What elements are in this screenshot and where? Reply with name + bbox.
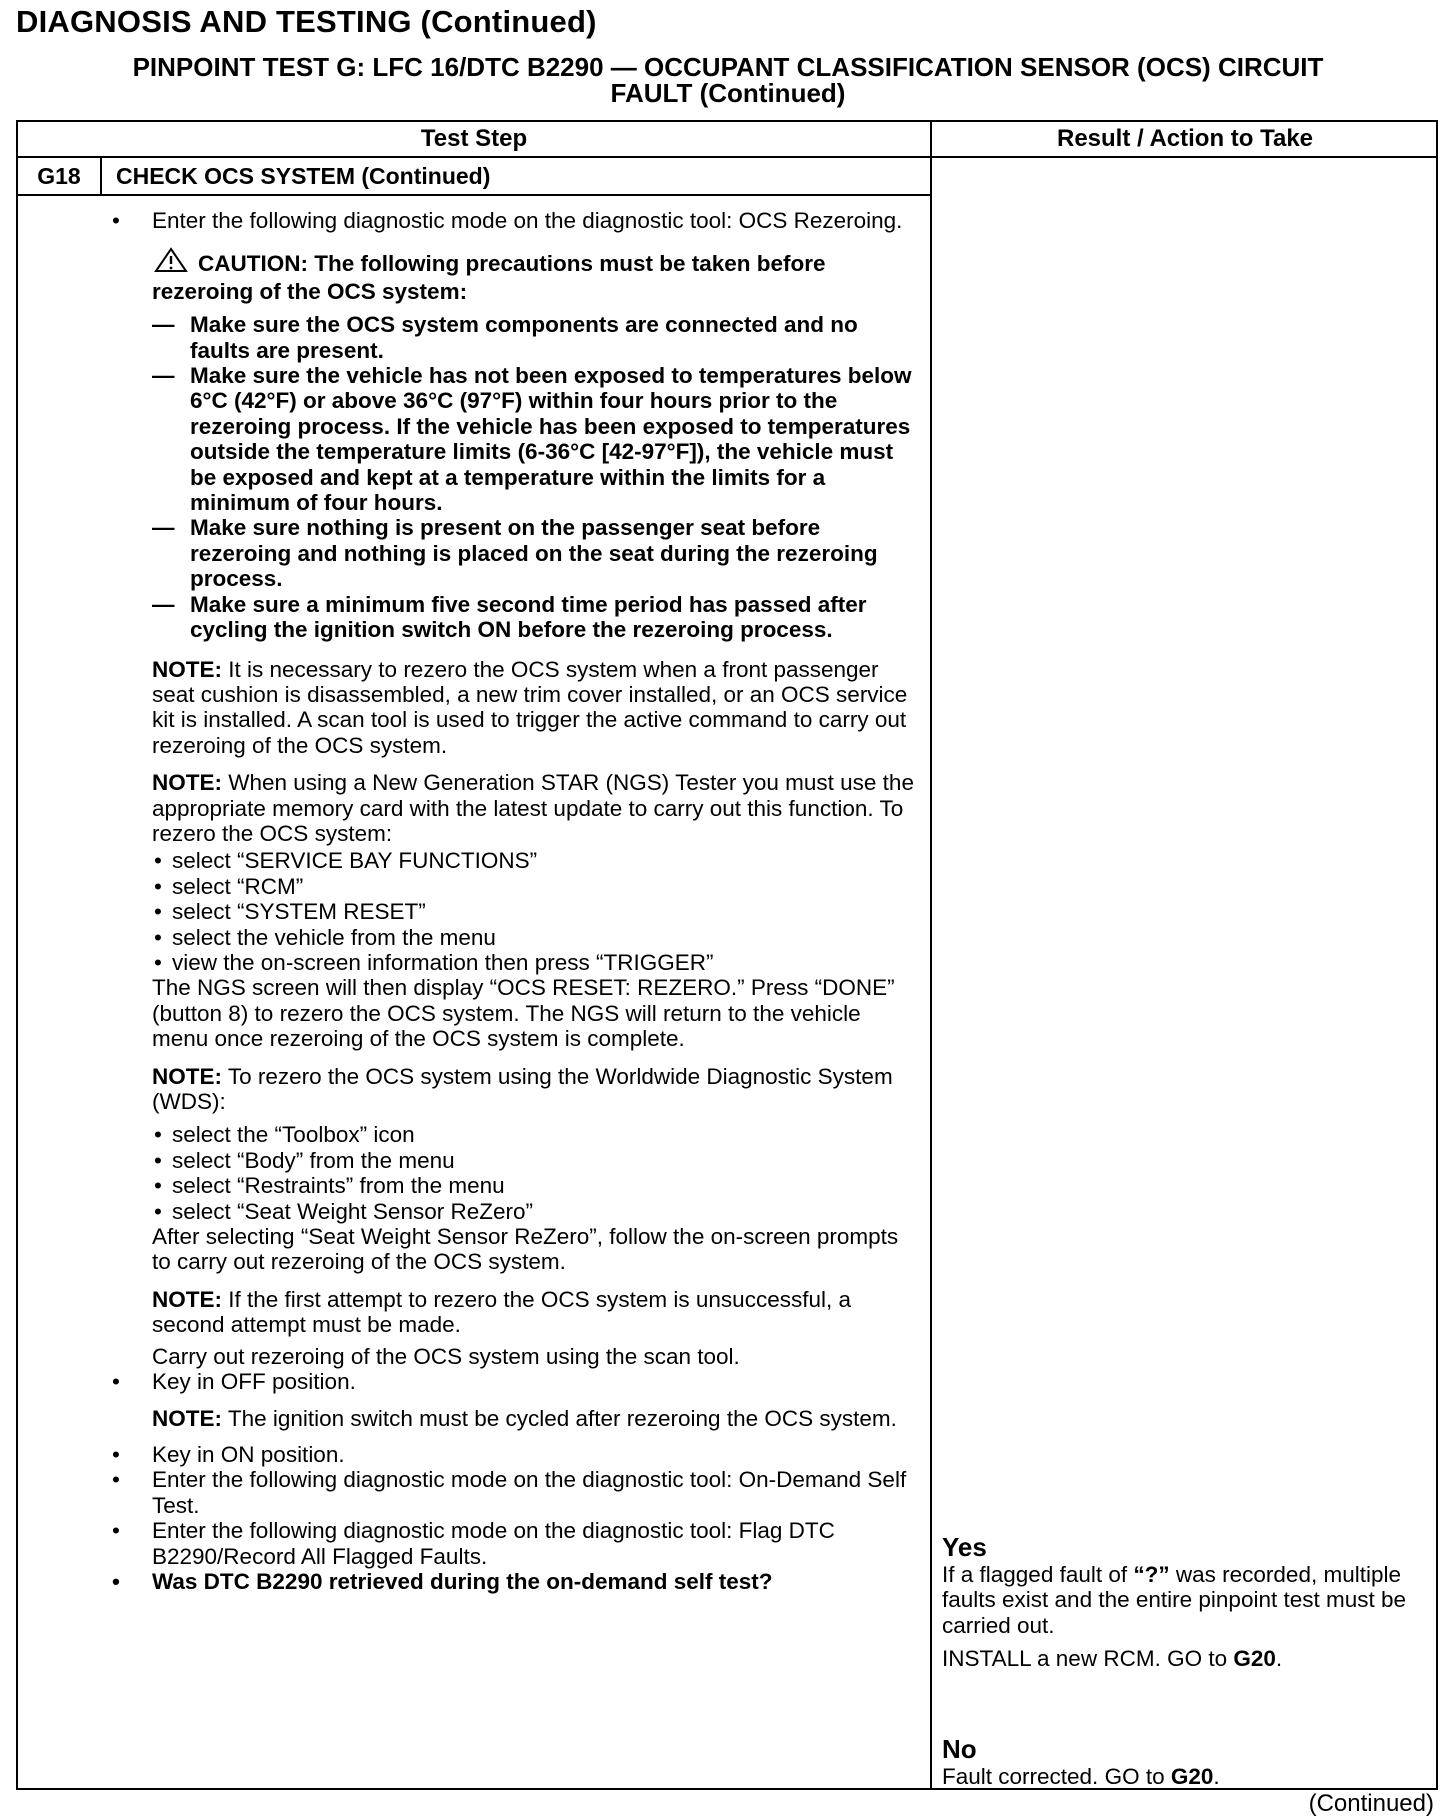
precaution-list [152,312,920,642]
caution-text: CAUTION: The following precautions must be taken before rezeroing of the OCS system: [152,251,826,304]
carry-out-text: Carry out rezeroing of the OCS system using the scan tool. [152,1343,740,1369]
list-item: • select the “Toolbox” icon [152,1122,920,1147]
list-item: • select “Restraints” from the menu [152,1173,920,1198]
test-step-content [100,208,920,1594]
note-text: To rezero the OCS system using the Worldwide Diagnostic System (WDS): [152,1063,893,1114]
step-id: G18 [37,163,81,189]
yes-action [942,1646,1432,1671]
yes-condition [942,1562,1432,1638]
note-label: NOTE: [152,1286,222,1312]
wds-after-text: After selecting “Seat Weight Sensor ReZero”, follow the on-screen prompts to carry out rezeroing of the OCS system. [152,1224,899,1275]
step-bullet: • Key in OFF position. [100,1369,920,1394]
note-paragraph [152,657,920,759]
warning-triangle-icon [154,247,188,278]
step-id-divider [100,156,102,195]
list-item: • select the vehicle from the menu [152,925,920,950]
ngs-after-text: The NGS screen will then display “OCS RESET: REZERO.” Press “DONE” (button 8) to rezero the OCS system. The NGS will return to the vehicle menu once rezeroing of the OCS system is complete. [152,975,895,1052]
note-paragraph [152,1406,920,1431]
yes-condition-text: was recorded, multiple faults exist and the entire pinpoint test must be carried out. [942,1562,1407,1638]
list-item: • select “SERVICE BAY FUNCTIONS” [152,848,920,873]
note-text: It is necessary to rezero the OCS system when a front passenger seat cushion is disassembled, a new trim cover installed, or an OCS service kit is installed. A scan tool is used to trigger the active command to carry out rezeroing of the OCS system. [152,656,908,758]
note-label: NOTE: [152,656,222,682]
step-bullet: • Enter the following diagnostic mode on the diagnostic tool: OCS Rezeroing. [100,208,920,233]
note-text: When using a New Generation STAR (NGS) Tester you must use the appropriate memory card with the latest update to carry out this function. To rezero the OCS system: [152,770,914,846]
goto-step-link: G20 [1233,1646,1276,1672]
no-label: No [942,1734,977,1764]
goto-step-link: G20 [1170,1764,1214,1789]
precaution-item: — Make sure a minimum five second time period has passed after cycling the ignition switch ON before the rezeroing process. [152,592,920,643]
note-label: NOTE: [152,1406,222,1432]
step-bullet: • Enter the following diagnostic mode on the diagnostic tool: Flag DTC B2290/Record All Flagged Faults. [100,1518,920,1569]
test-title-line1: PINPOINT TEST G: LFC 16/DTC B2290 — OCCUPANT CLASSIFICATION SENSOR (OCS) CIRCUIT [132,52,1324,82]
column-header-result: Result / Action to Take [1056,125,1314,152]
test-title [0,54,1456,106]
precaution-item: — Make sure the OCS system components are connected and no faults are present. [152,312,920,363]
flag-symbol: “?” [1133,1562,1170,1587]
test-title-line2: FAULT (Continued) [610,78,846,108]
note-label: NOTE: [152,770,222,796]
list-item: • select “RCM” [152,874,920,899]
list-item: • select “Body” from the menu [152,1148,920,1173]
note-text: If the first attempt to rezero the OCS system is unsuccessful, a second attempt must be made. [152,1286,851,1338]
step-bullet: • Key in ON position. [100,1442,920,1467]
yes-action-text: INSTALL a new RCM. GO to [942,1646,1234,1672]
note-paragraph [152,1287,920,1338]
step-bullet: • Enter the following diagnostic mode on the diagnostic tool: On-Demand Self Test. [100,1467,920,1518]
no-action-text: Fault corrected. GO to [942,1764,1171,1789]
continued-label: (Continued) [1308,1790,1434,1817]
list-item: • select “Seat Weight Sensor ReZero” [152,1199,920,1224]
list-item: • select “SYSTEM RESET” [152,899,920,924]
ngs-steps-list [152,848,920,975]
yes-condition-text: If a flagged fault of [942,1562,1134,1587]
wds-steps-list [152,1122,920,1224]
step-title: CHECK OCS SYSTEM (Continued) [116,163,491,189]
step-title-divider [16,194,931,196]
precaution-item: — Make sure nothing is present on the passenger seat before rezeroing and nothing is placed on the seat during the rezeroing process. [152,515,920,591]
yes-label: Yes [942,1532,987,1562]
caution-block [152,247,920,304]
yes-action-text: . [1275,1646,1283,1672]
note-text: The ignition switch must be cycled after rezeroing the OCS system. [222,1406,897,1432]
list-item: • view the on-screen information then press “TRIGGER” [152,950,920,975]
note-paragraph [152,770,920,846]
no-action [942,1764,1432,1789]
column-header-test-step: Test Step [420,125,528,152]
step-question: • Was DTC B2290 retrieved during the on-demand self test? [100,1569,920,1594]
note-label: NOTE: [152,1063,222,1089]
result-no [942,1734,1432,1789]
no-action-text: . [1213,1764,1220,1789]
page-title: DIAGNOSIS AND TESTING (Continued) [16,4,597,39]
result-yes [942,1532,1432,1672]
precaution-item: — Make sure the vehicle has not been exposed to temperatures below 6°C (42°F) or above 36°C (97°F) within four hours prior to the rezeroing process. If the vehicle has been exposed to temperatures outside the temperature limits (6-36°C [42-97°F]), the vehicle must be exposed and kept at a temperature within the limits for a minimum of four hours. [152,363,920,515]
column-divider [930,120,932,1790]
note-paragraph [152,1064,920,1115]
